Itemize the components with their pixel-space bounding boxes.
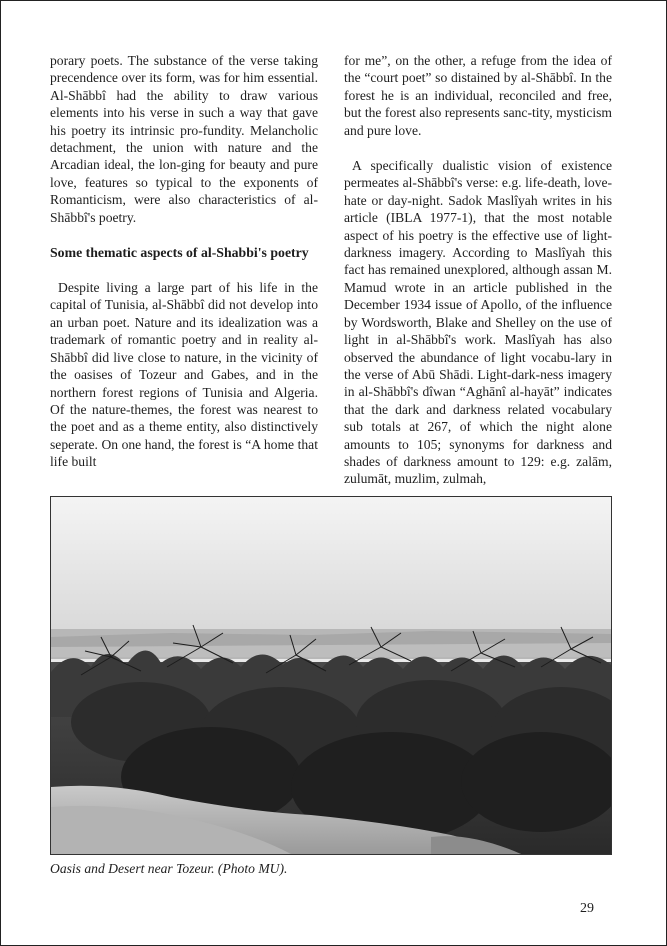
left-paragraph-2: Despite living a large part of his life in the capital of Tunisia, al-Shābbî did not develop into an urban poet. Nature and its idealization was a trademark of romantic poetry and in reality al-Shābbî did live close to nature, in the vicinity of the oasises of Tozeur and Gabes, and in the northern forest regions of Tunisia and Algeria. Of the nature-themes, the forest was nearest to the poet and as a theme entity, also distinctively seperate. On one hand, the forest is “A home that life built (50, 280, 318, 470)
oasis-photo-image (51, 497, 611, 854)
figure-caption: Oasis and Desert near Tozeur. (Photo MU). (50, 861, 288, 876)
right-column (344, 52, 612, 488)
oasis-photo (50, 496, 612, 855)
page-number: 29 (580, 901, 594, 916)
left-paragraph-1: porary poets. The substance of the verse taking precendence over its form, was for him essential. Al-Shābbî had the ability to draw various elements into his verse in such a way that gave his poetry its intrinsic pro-fundity. Melancholic detachment, the union with nature and the Arcadian ideal, the lon-ging for beauty and pure love, features so typical to the exponents of Romanticism, were also characteristics of al-Shābbî's poetry. (50, 53, 318, 225)
right-paragraph-2: A specifically dualistic vision of existence permeates al-Shābbî's verse: e.g. life-death, love-hate or day-night. Sadok Maslîyah writes in his article (IBLA 1977-1), that the most notable aspect of his poetry is the effective use of light-darkness imagery. According to Maslîyah this fact has remained unexplored, although assan M. Mamud wrote in an article published in the December 1934 issue of Apollo, of the influence by Wordsworth, Blake and Shelley on the use of light in al-Shābbî's work. Maslîyah has also observed the abundance of light vocabu-lary in the verse of Abū Shādi. Light-dark-ness imagery in al-Shābbî's dîwan “Aghānî al-hayāt” indicates that the dark and darkness related vocabulary sub totals at 267, of which the night alone amounts to 105; synonyms for darkness and shades of darkness amount to 129: e.g. zalām, zulumāt, muzlim, zulmah, (344, 158, 612, 487)
left-column (50, 52, 318, 471)
section-heading: Some thematic aspects of al-Shabbi's poetry (50, 245, 309, 261)
right-paragraph-1: for me”, on the other, a refuge from the idea of the “court poet” so distained by al-Shābbî. In the forest he is an individual, reconciled and free, but the forest also represents sanc-tity, mysticism and pure love. (344, 53, 612, 138)
